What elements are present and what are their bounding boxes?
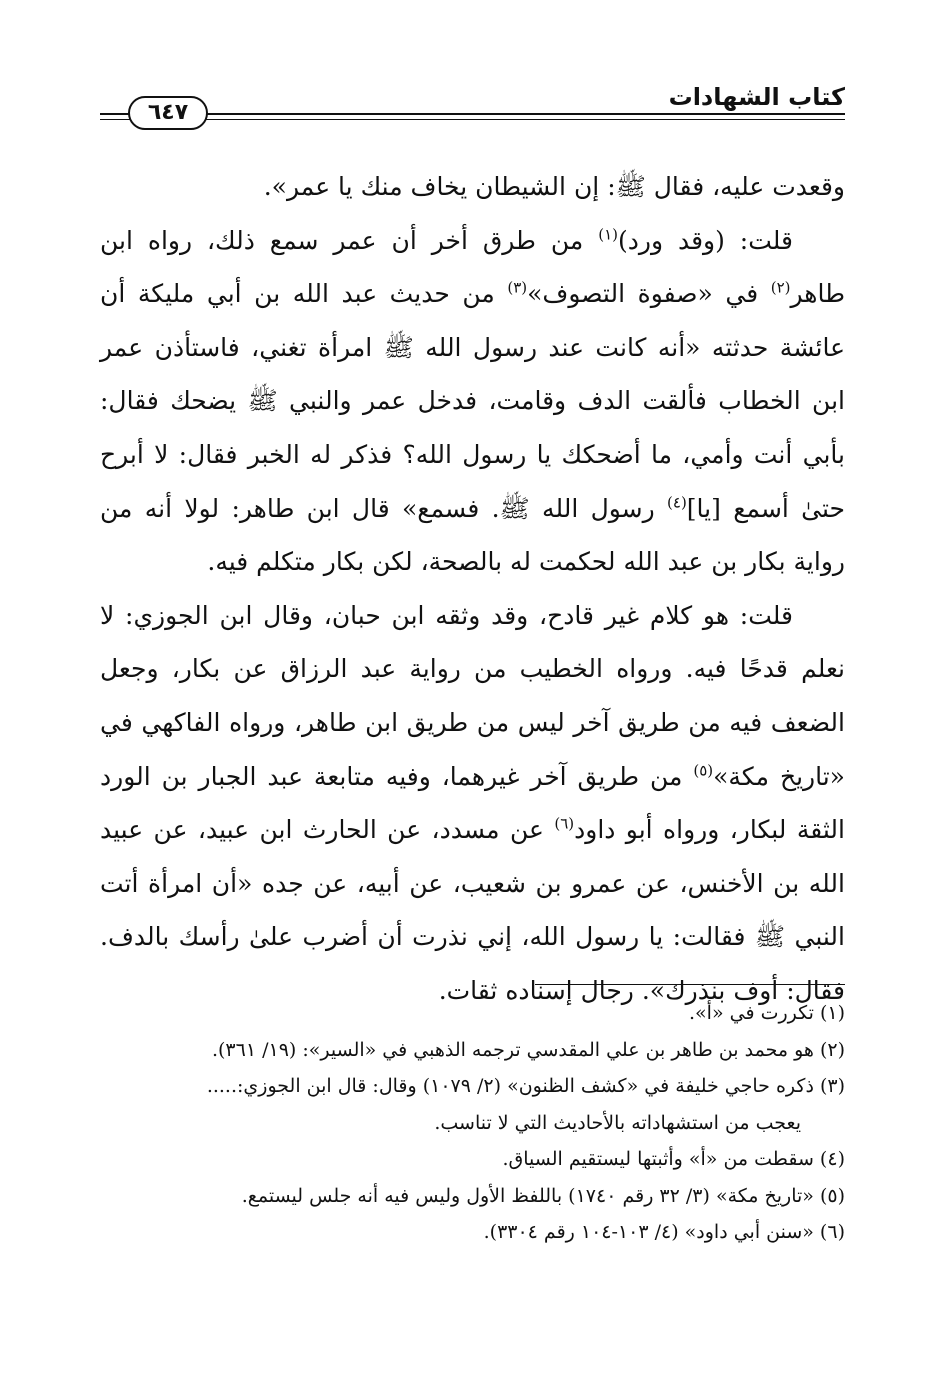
header-rule-left-thick [100, 113, 130, 115]
text-run: عن مسدد، عن الحارث ابن عبيد، عن عبيد الله بن الأخنس، عن عمرو بن شعيب، عن أبيه، عن جده «أن امرأة أتت النبي ﷺ فقالت: يا رسول الله، إني نذرت أن أضرب علىٰ رأسك بالدف. فقال: أوف بنذرك». رجال إسناده ثقات. [100, 815, 845, 1005]
text-run: في «صفوة التصوف» [527, 279, 759, 309]
page-number: ٦٤٧ [128, 96, 208, 130]
text-run: وقعدت عليه، فقال ﷺ: إن الشيطان يخاف منك يا عمر». [263, 172, 845, 201]
footnote-ref: (٥) [693, 761, 714, 780]
footnote-4: (٤) سقطت من «أ» وأثبتها ليستقيم السياق. [502, 1148, 845, 1170]
paragraph [100, 160, 845, 214]
footnote-ref: (٤) [667, 493, 687, 512]
footnote-2: (٢) هو محمد بن طاهر بن علي المقدسي ترجمه الذهبي في «السير»: (١٩/ ٣٦١). [211, 1038, 845, 1061]
text-run: رسول الله ﷺ. فسمع» قال ابن طاهر: لولا أنه من رواية بكار بن عبد الله لحكمت له بالصحة، لكن بكار متكلم فيه. [100, 493, 845, 577]
text-run: قلت: هو كلام غير قادح، وقد وثقه ابن حبان، وقال ابن الجوزي: لا نعلم قدحًا فيه. ورواه الخطيب من رواية عبد الرزاق عن بكار، وجعل الضعف فيه من طريق آخر ليس من طريق ابن طاهر، ورواه الفاكهي في «تاريخ مكة» [100, 600, 845, 791]
header-rule-thick [205, 113, 845, 115]
paragraph [100, 589, 845, 1018]
footnote-5: (٥) «تاريخ مكة» (٣/ ٣٢ رقم ١٧٤٠) باللفظ الأول وليس فيه أنه جلس ليستمع. [241, 1184, 845, 1207]
chapter-title: كتاب الشهادات [668, 83, 845, 111]
footnote-ref: (٣) [507, 278, 528, 297]
footnote-6: (٦) «سنن أبي داود» (٤/ ١٠٣-١٠٤ رقم ٣٣٠٤). [483, 1221, 845, 1243]
paragraph [100, 214, 845, 589]
footnote-ref: (٦) [554, 814, 575, 833]
footnote-ref: (٢) [770, 278, 791, 297]
footnotes [100, 995, 845, 1251]
footnote-3-continuation: يعجب من استشهاداته بالأحاديث التي لا تناسب. [434, 1111, 801, 1134]
text-run: قلت: (وقد ورد) [618, 225, 793, 255]
text-run: من حديث عبد الله بن أبي مليكة أن عائشة حدثته «أنه كانت عند رسول الله ﷺ امرأة تغني، فاستأذن عمر ابن الخطاب فألقت الدف وقامت، فدخل عمر والنبي ﷺ يضحك فقال: بأبي أنت وأمي، ما أضحكك يا رسول الله؟ فذكر له الخبر فقال: لا أبرح حتىٰ أسمع [يا] [100, 279, 845, 523]
main-text [100, 160, 845, 1018]
footnote-separator [535, 984, 845, 985]
footnote-ref: (١) [598, 225, 619, 244]
footnote-1: (١) تكررت في «أ». [689, 1002, 845, 1024]
running-header [100, 82, 845, 132]
text-run: من طريق آخر غيرهما، وفيه متابعة عبد الجبار بن الورد الثقة لبكار، ورواه أبو داود [100, 761, 845, 845]
text-run: من طرق أخر أن عمر سمع ذلك، رواه ابن طاهر [100, 225, 846, 309]
footnote-3: (٣) ذكره حاجي خليفة في «كشف الظنون» (٢/ ١٠٧٩) وقال: قال ابن الجوزي:..... [206, 1075, 845, 1097]
header-rule-thin [205, 119, 845, 120]
header-rule-left-thin [100, 119, 130, 120]
